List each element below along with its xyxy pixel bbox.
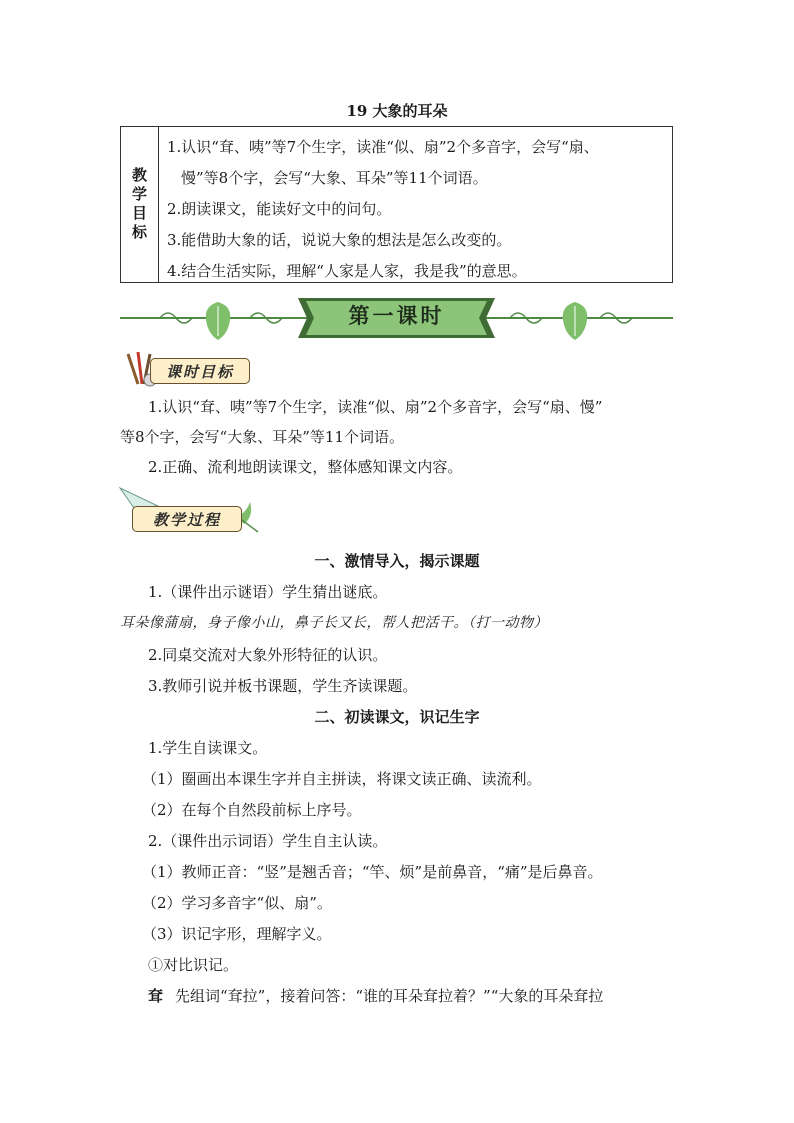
paragraph: 2.（课件出示词语）学生自主认读。 [148,832,388,850]
paragraph: （1）教师正音：“竖”是翘舌音；“竿、烦”是前鼻音，“痛”是后鼻音。 [142,863,603,881]
paragraph: （2）在每个自然段前标上序号。 [142,801,362,819]
objectives-label-cell [121,127,159,282]
study-text: 先组词“耷拉”，接着问答：“谁的耳朵耷拉着？”“大象的耳朵耷拉 [175,987,604,1005]
document-title: 19 大象的耳朵 [346,102,448,120]
section-tag-label: 教学过程 [132,506,242,532]
objective-line: 慢”等8个字，会写“大象、耳朵”等11个词语。 [181,169,488,187]
objectives-table [120,126,673,283]
riddle-text: 耳朵像蒲扇，身子像小山，鼻子长又长，帮人把活干。（打一动物） [120,615,548,631]
paragraph: 1.（课件出示谜语）学生猜出谜底。 [148,583,388,601]
section-tag-process [118,486,268,536]
paragraph: （2）学习多音字“似、扇”。 [142,894,332,912]
paragraph: 1.认识“耷、咦”等7个生字，读准“似、扇”2个多音字，会写“扇、慢” [148,398,603,416]
lesson-banner [120,294,673,342]
objective-line: 3.能借助大象的话，说说大象的想法是怎么改变的。 [167,231,512,249]
paragraph: 3.教师引说并板书课题，学生齐读课题。 [148,677,418,695]
paragraph: 2.正确、流利地朗读课文，整体感知课文内容。 [148,458,463,476]
section-heading: 一、激情导入，揭示课题 [314,552,480,570]
objective-line: 2.朗读课文，能读好文中的问句。 [167,200,392,218]
objective-line: 1.认识“耷、咦”等7个生字，读准“似、扇”2个多音字，会写“扇、 [167,138,599,156]
section-tag-objectives [120,350,260,390]
paragraph: 1.学生自读课文。 [148,739,268,757]
section-heading: 二、初读课文，识记生字 [314,708,480,726]
paragraph: （3）识记字形，理解字义。 [142,925,332,943]
paragraph: ①对比识记。 [148,956,239,974]
objectives-label: 教学目标 [130,166,148,243]
paragraph-char-study [148,985,704,1007]
section-tag-label: 课时目标 [150,358,250,384]
objective-line: 4.结合生活实际，理解“人家是人家，我是我”的意思。 [167,262,527,280]
objectives-list [159,127,672,282]
banner-title: 第一课时 [348,303,445,328]
paragraph: （1）圈画出本课生字并自主拼读，将课文读正确、读流利。 [142,770,542,788]
paragraph: 等8个字，会写“大象、耳朵”等11个词语。 [120,428,404,446]
paragraph: 2.同桌交流对大象外形特征的认识。 [148,646,388,664]
study-character: 耷 [148,987,164,1005]
